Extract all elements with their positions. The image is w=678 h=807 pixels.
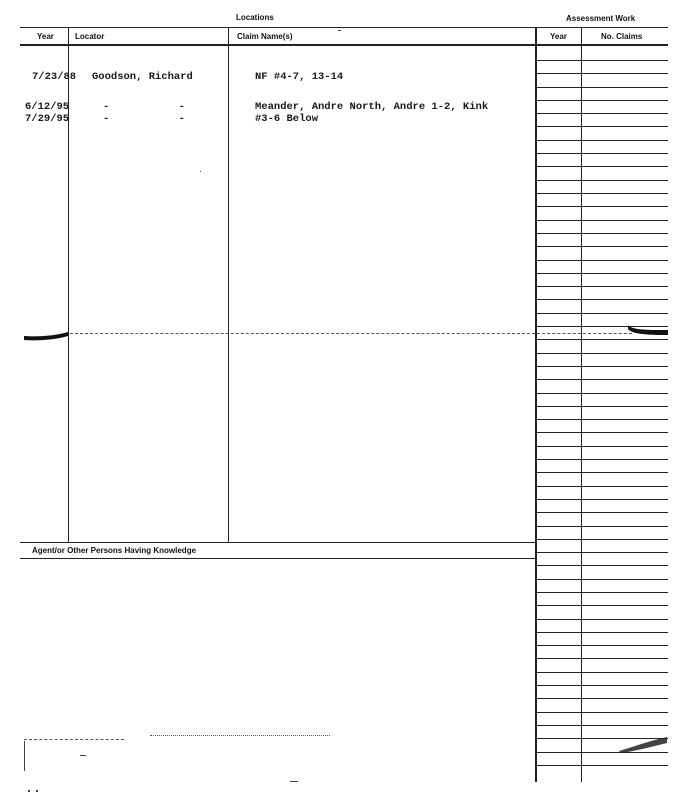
assessment-grid-rule	[537, 499, 668, 500]
assessment-grid-rule	[537, 712, 668, 713]
assessment-grid-rule	[537, 299, 668, 300]
ink-smudge	[615, 733, 670, 755]
entry-claims: #3-6 Below	[255, 113, 319, 125]
agent-rule	[20, 558, 535, 559]
entry-year: 7/29/95	[25, 113, 70, 125]
assessment-work-heading: Assessment Work	[566, 14, 636, 23]
assessment-grid-rule	[537, 140, 668, 141]
entry-year: 6/12/95	[25, 101, 70, 113]
assessment-grid-rule	[537, 73, 668, 74]
assessment-grid-rule	[537, 180, 668, 181]
assessment-grid-rule	[537, 113, 668, 114]
entry-locator: - -	[103, 113, 185, 125]
assessment-grid-rule	[537, 220, 668, 221]
assessment-grid-rule	[537, 153, 668, 154]
assessment-grid-rule	[537, 406, 668, 407]
assessment-grid-rule	[537, 472, 668, 473]
assessment-grid-rule	[537, 353, 668, 354]
scan-artifact	[200, 171, 201, 172]
column-header-locator: Locator	[75, 32, 105, 41]
divider-locator-claims	[228, 27, 229, 542]
assessment-grid-rule	[537, 366, 668, 367]
locations-heading: Locations	[236, 13, 274, 22]
scan-artifact	[150, 735, 330, 736]
binding-mark-left	[22, 328, 72, 342]
assessment-grid-rule	[537, 419, 668, 420]
assessment-grid-rule	[537, 166, 668, 167]
assessment-grid-rule	[537, 658, 668, 659]
assessment-grid-rule	[537, 565, 668, 566]
column-header-claim-names: Claim Name(s)	[237, 32, 293, 41]
assessment-grid-rule	[537, 193, 668, 194]
entry-year: 7/23/88	[32, 71, 77, 83]
assessment-grid-rule	[537, 286, 668, 287]
assessment-grid-rule	[537, 393, 668, 394]
assessment-grid-rule	[537, 273, 668, 274]
header-top-rule	[20, 27, 668, 28]
binding-mark-right	[626, 322, 670, 338]
column-header-aw-year: Year	[550, 32, 567, 41]
column-header-no-claims: No. Claims	[601, 32, 643, 41]
assessment-grid-rule	[537, 672, 668, 673]
assessment-grid-rule	[537, 379, 668, 380]
fold-line	[537, 333, 632, 334]
assessment-grid-rule	[537, 206, 668, 207]
assessment-grid-rule	[537, 260, 668, 261]
assessment-grid-rule	[537, 126, 668, 127]
assessment-grid-rule	[537, 552, 668, 553]
assessment-grid-rule	[537, 432, 668, 433]
assessment-grid-rule	[537, 645, 668, 646]
assessment-grid-rule	[537, 592, 668, 593]
assessment-grid-rule	[537, 605, 668, 606]
scan-artifact	[36, 790, 38, 792]
assessment-grid-rule	[537, 326, 668, 327]
assessment-grid-rule	[537, 60, 668, 61]
scan-artifact	[338, 30, 341, 31]
assessment-grid-rule	[537, 698, 668, 699]
entry-locator: Goodson, Richard	[92, 71, 193, 83]
scan-artifact	[80, 755, 86, 756]
assessment-grid-rule	[537, 765, 668, 766]
scan-artifact	[28, 790, 30, 792]
assessment-grid-rule	[537, 339, 668, 340]
assessment-grid-rule	[537, 512, 668, 513]
assessment-grid-rule	[537, 685, 668, 686]
assessment-grid-rule	[537, 246, 668, 247]
assessment-grid-rule	[537, 446, 668, 447]
assessment-grid-rule	[537, 233, 668, 234]
assessment-grid-rule	[537, 526, 668, 527]
assessment-grid-rule	[537, 632, 668, 633]
entry-locator: - -	[103, 101, 185, 113]
assessment-grid-rule	[537, 619, 668, 620]
entry-claims: NF #4-7, 13-14	[255, 71, 344, 83]
assessment-grid-rule	[537, 539, 668, 540]
fold-line	[70, 333, 535, 334]
scan-artifact	[290, 781, 298, 782]
lower-section-rule	[20, 542, 535, 543]
assessment-grid-rule	[537, 100, 668, 101]
assessment-grid-rule	[537, 579, 668, 580]
scan-artifact	[24, 741, 25, 771]
assessment-grid-rule	[537, 486, 668, 487]
assessment-grid-rule	[537, 725, 668, 726]
scan-artifact	[24, 739, 124, 740]
header-bottom-rule	[20, 44, 668, 46]
agent-heading: Agent/or Other Persons Having Knowledge	[32, 546, 197, 555]
entry-claims: Meander, Andre North, Andre 1-2, Kink	[255, 101, 489, 113]
assessment-grid-rule	[537, 459, 668, 460]
column-header-year: Year	[37, 32, 54, 41]
assessment-grid-rule	[537, 313, 668, 314]
assessment-grid-rule	[537, 87, 668, 88]
